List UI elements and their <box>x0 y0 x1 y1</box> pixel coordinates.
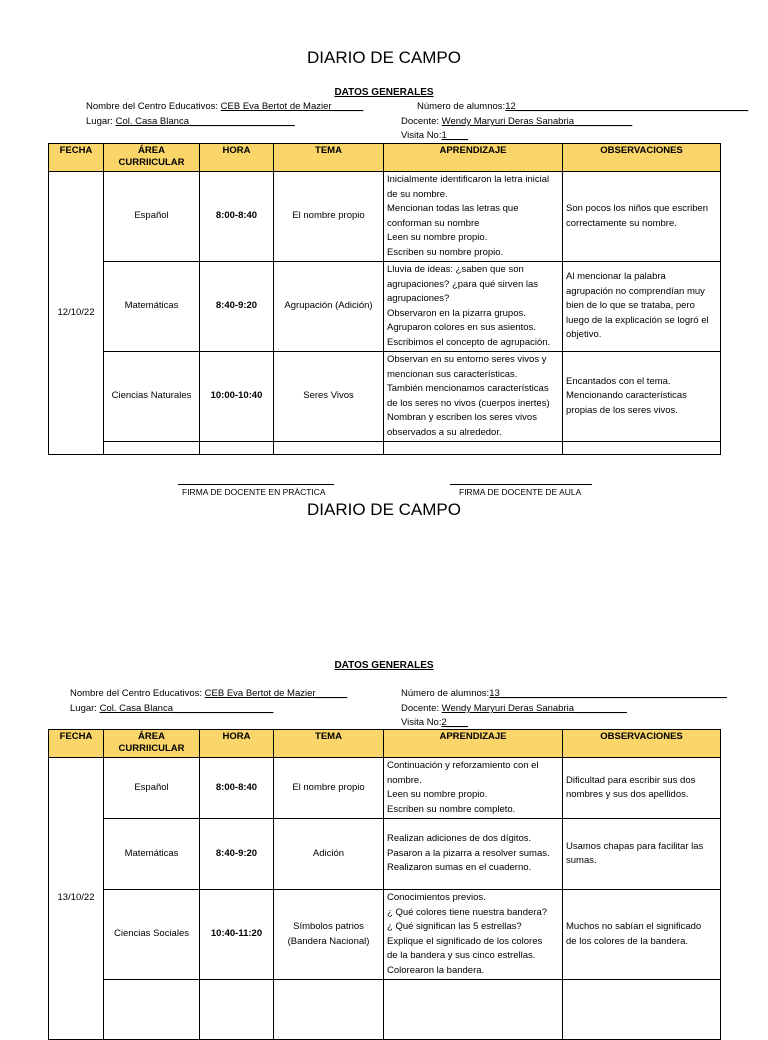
learning-cell: Inicialmente identificaron la letra inicial de su nombre. Mencionan todas las letras que conforman su nombre Leen su nombre propio. Escriben su nombre propio. <box>384 172 563 262</box>
table-row-empty <box>49 980 721 1040</box>
topic-cell: El nombre propio <box>274 758 384 819</box>
topic-cell: Adición <box>274 819 384 890</box>
table-row-empty <box>49 442 721 455</box>
visit-label: Visita No: <box>401 717 442 728</box>
hour-cell: 8:40-9:20 <box>200 819 274 890</box>
topic-cell: El nombre propio <box>274 172 384 262</box>
signature-label-practice: FIRMA DE DOCENTE EN PRÁCTICA <box>182 487 326 497</box>
teacher-line-1 <box>401 116 632 127</box>
visit-value: 2____ <box>441 717 468 728</box>
teacher-value: Wendy Maryuri Deras Sanabria___________ <box>441 116 633 127</box>
header-hora: HORA <box>200 730 274 758</box>
diary-title-1: DIARIO DE CAMPO <box>307 48 461 67</box>
school-value: CEB Eva Bertot de Mazier______ <box>220 101 364 112</box>
learning-cell: Lluvia de ideas: ¿saben que son agrupaciones? ¿para qué sirven las agrupaciones? Observaron en la pizarra grupos. Agruparon colores en sus asientos. Escribimos el concepto de agrupación. <box>384 262 563 352</box>
table-row <box>49 262 721 352</box>
header-hora: HORA <box>200 144 274 172</box>
signature-line-practice <box>178 484 334 485</box>
topic-cell: Seres Vivos <box>274 352 384 442</box>
table-row <box>49 890 721 980</box>
area-cell: Ciencias Sociales <box>104 890 200 980</box>
header-aprendizaje: APRENDIZAJE <box>384 144 563 172</box>
topic-cell: Símbolos patrios (Bandera Nacional) <box>274 890 384 980</box>
hour-cell: 8:00-8:40 <box>200 172 274 262</box>
area-cell: Matemáticas <box>104 262 200 352</box>
teacher-label: Docente: <box>401 116 440 127</box>
place-label: Lugar: <box>70 703 97 714</box>
teacher-value: Wendy Maryuri Deras Sanabria__________ <box>441 703 627 714</box>
hour-cell: 8:40-9:20 <box>200 262 274 352</box>
table-row <box>49 758 721 819</box>
place-label: Lugar: <box>86 116 113 127</box>
students-line-1 <box>417 101 748 112</box>
observations-cell: Usamos chapas para facilitar las sumas. <box>563 819 721 890</box>
place-line-1 <box>86 116 295 127</box>
learning-cell: Realizan adiciones de dos dígitos. Pasaron a la pizarra a resolver sumas. Realizaron sumas en el cuaderno. <box>384 819 563 890</box>
diary-table-2 <box>48 729 721 1040</box>
students-label: Número de alumnos: <box>417 101 506 112</box>
school-name-line-1 <box>86 101 363 112</box>
students-value: 12____________________________________________ <box>505 101 749 112</box>
school-name-line-2 <box>70 688 347 699</box>
hour-cell: 10:40-11:20 <box>200 890 274 980</box>
table-header-row <box>49 730 721 758</box>
header-fecha: FECHA <box>49 144 104 172</box>
signature-label-classroom: FIRMA DE DOCENTE DE AULA <box>459 487 582 497</box>
diary-table-1 <box>48 143 721 455</box>
students-line-2 <box>401 688 727 699</box>
area-cell: Español <box>104 758 200 819</box>
signature-line-classroom <box>450 484 592 485</box>
header-aprendizaje: APRENDIZAJE <box>384 730 563 758</box>
place-value: Col. Casa Blanca____________________ <box>115 116 295 127</box>
header-area: ÁREA CURRIICULAR <box>104 730 200 758</box>
table-row <box>49 172 721 262</box>
general-data-heading-2: DATOS GENERALES <box>334 660 434 671</box>
teacher-line-2 <box>401 703 627 714</box>
observations-cell: Dificultad para escribir sus dos nombres y sus dos apellidos. <box>563 758 721 819</box>
table-header-row <box>49 144 721 172</box>
learning-cell: Conocimientos previos. ¿ Qué colores tiene nuestra bandera? ¿ Qué significan las 5 estrellas? Explique el significado de los colores de la bandera y sus cinco estrellas. Colorearon la bandera. <box>384 890 563 980</box>
observations-cell: Muchos no sabían el significado de los colores de la bandera. <box>563 890 721 980</box>
header-tema: TEMA <box>274 144 384 172</box>
diary-title-2: DIARIO DE CAMPO <box>307 500 461 519</box>
school-label: Nombre del Centro Educativos: <box>86 101 219 112</box>
area-cell: Matemáticas <box>104 819 200 890</box>
observations-cell: Encantados con el tema. Mencionando características propias de los seres vivos. <box>563 352 721 442</box>
place-line-2 <box>70 703 273 714</box>
observations-cell: Son pocos los niños que escriben correctamente su nombre. <box>563 172 721 262</box>
table-row <box>49 819 721 890</box>
topic-cell: Agrupación (Adición) <box>274 262 384 352</box>
header-fecha: FECHA <box>49 730 104 758</box>
students-value: 13___________________________________________ <box>489 688 727 699</box>
visit-value: 1____ <box>441 130 468 141</box>
visit-line-1 <box>401 130 468 141</box>
school-label: Nombre del Centro Educativos: <box>70 688 203 699</box>
area-cell: Ciencias Naturales <box>104 352 200 442</box>
teacher-label: Docente: <box>401 703 440 714</box>
header-area: ÁREA CURRIICULAR <box>104 144 200 172</box>
header-observaciones: OBSERVACIONES <box>563 730 721 758</box>
date-cell: 13/10/22 <box>49 758 104 1040</box>
general-data-heading-1: DATOS GENERALES <box>334 87 434 98</box>
learning-cell: Observan en su entorno seres vivos y mencionan sus características. También mencionamos características de los seres no vivos (cuerpos inertes) Nombran y escriben los seres vivos observados a su alrededor. <box>384 352 563 442</box>
students-label: Número de alumnos: <box>401 688 490 699</box>
table-row <box>49 352 721 442</box>
header-tema: TEMA <box>274 730 384 758</box>
observations-cell: Al mencionar la palabra agrupación no comprendían muy bien de lo que se trataba, pero luego de la explicación se logró el objetivo. <box>563 262 721 352</box>
visit-label: Visita No: <box>401 130 442 141</box>
hour-cell: 8:00-8:40 <box>200 758 274 819</box>
visit-line-2 <box>401 717 468 728</box>
learning-cell: Continuación y reforzamiento con el nombre. Leen su nombre propio. Escriben su nombre completo. <box>384 758 563 819</box>
place-value: Col. Casa Blanca___________________ <box>99 703 274 714</box>
school-value: CEB Eva Bertot de Mazier______ <box>204 688 348 699</box>
hour-cell: 10:00-10:40 <box>200 352 274 442</box>
header-observaciones: OBSERVACIONES <box>563 144 721 172</box>
date-cell: 12/10/22 <box>49 172 104 455</box>
area-cell: Español <box>104 172 200 262</box>
